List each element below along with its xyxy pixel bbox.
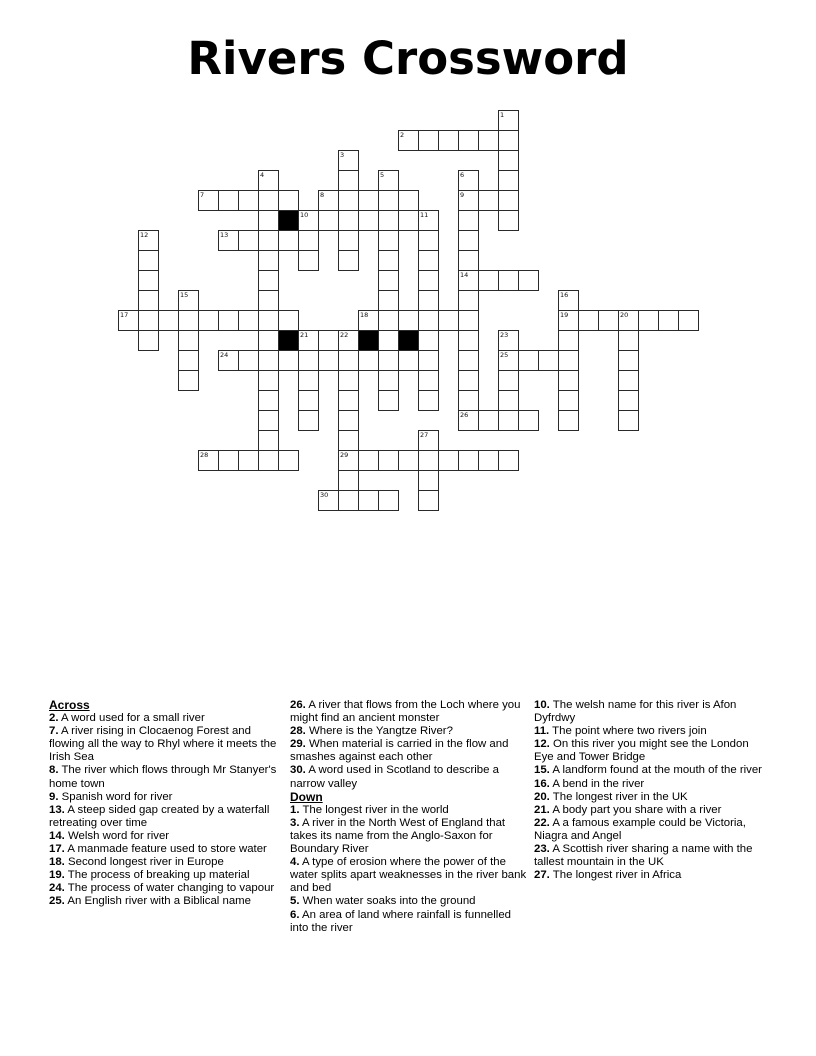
crossword-grid [118,110,699,511]
grid-cell[interactable] [458,350,479,371]
grid-cell-black [398,330,419,351]
grid-cell[interactable] [378,350,399,371]
grid-cell[interactable] [218,310,239,331]
grid-cell[interactable] [358,490,379,511]
cell-number: 2 [400,131,405,139]
grid-cell[interactable] [178,350,199,371]
grid-cell[interactable] [458,130,479,151]
cell-number: 12 [140,231,149,239]
grid-cell[interactable] [318,490,339,511]
grid-cell[interactable] [478,410,499,431]
grid-cell[interactable] [258,310,279,331]
grid-cell[interactable] [358,310,379,331]
grid-cell[interactable] [278,230,299,251]
grid-cell[interactable] [218,350,239,371]
grid-cell[interactable] [558,330,579,351]
grid-cell[interactable] [258,270,279,291]
grid-cell[interactable] [418,450,439,471]
cell-number: 30 [320,491,329,499]
clue-down-22: 22. A a famous example could be Victoria, Niagra and Angel [534,816,746,842]
grid-cell[interactable] [418,130,439,151]
clue-across-7: 7. A river rising in Clocaenog Forest and flowing all the way to Rhyl where it meets the Irish Sea [49,725,277,764]
clue-down-16: 16. A bend in the river [534,777,645,790]
cell-number: 16 [560,291,569,299]
clue-down-4: 4. A type of erosion where the power of the water splits apart weaknesses in the river bank and bed [290,856,527,895]
grid-cell[interactable] [158,310,179,331]
grid-cell[interactable] [458,310,479,331]
clue-across-30: 30. A word used in Scotland to describe a narrow valley [290,764,499,790]
grid-cell[interactable] [258,330,279,351]
grid-cell[interactable] [418,250,439,271]
grid-cell[interactable] [338,370,359,391]
grid-cell[interactable] [318,190,339,211]
grid-cell[interactable] [498,450,519,471]
grid-cell[interactable] [498,210,519,231]
grid-cell[interactable] [218,190,239,211]
grid-cell[interactable] [318,350,339,371]
grid-cell[interactable] [178,290,199,311]
grid-cell[interactable] [418,390,439,411]
cell-number: 13 [220,231,229,239]
grid-cell[interactable] [418,490,439,511]
grid-cell[interactable] [678,310,699,331]
page-title: Rivers Crossword [187,32,629,85]
grid-cell[interactable] [338,470,359,491]
grid-cell[interactable] [618,410,639,431]
grid-cell[interactable] [278,190,299,211]
grid-cell[interactable] [498,190,519,211]
grid-cell[interactable] [458,190,479,211]
grid-cell[interactable] [258,170,279,191]
grid-cell[interactable] [338,390,359,411]
grid-cell[interactable] [478,190,499,211]
grid-cell[interactable] [598,310,619,331]
clue-across-14: 14. Welsh word for river [49,829,170,842]
grid-cell[interactable] [418,470,439,491]
cell-number: 17 [120,311,129,319]
clue-down-20: 20. The longest river in the UK [534,790,688,803]
grid-cell[interactable] [298,210,319,231]
clue-across-24: 24. The process of water changing to vapour [49,882,275,895]
grid-cell[interactable] [218,230,239,251]
grid-cell[interactable] [118,310,139,331]
clue-across-19: 19. The process of breaking up material [49,869,250,882]
cell-number: 24 [220,351,229,359]
cell-number: 28 [200,451,209,459]
clue-across-13: 13. A steep sided gap created by a waterfall retreating over time [49,803,270,829]
grid-cell[interactable] [558,370,579,391]
clue-down-23: 23. A Scottish river sharing a name with the tallest mountain in the UK [534,843,753,869]
cell-number: 20 [620,311,629,319]
grid-cell[interactable] [238,310,259,331]
grid-cell[interactable] [378,170,399,191]
cell-number: 14 [460,271,469,279]
grid-cell[interactable] [138,330,159,351]
grid-cell[interactable] [298,350,319,371]
clue-down-5: 5. When water soaks into the ground [290,895,476,908]
grid-cell[interactable] [638,310,659,331]
grid-cell[interactable] [298,230,319,251]
clue-across-9: 9. Spanish word for river [49,790,173,803]
cell-number: 19 [560,311,569,319]
clue-down-6: 6. An area of land where rainfall is funnelled into the river [290,908,511,934]
grid-cell[interactable] [178,310,199,331]
grid-cell[interactable] [458,170,479,191]
grid-cell[interactable] [378,230,399,251]
clue-across-18: 18. Second longest river in Europe [49,856,224,869]
grid-cell[interactable] [258,390,279,411]
clue-down-3: 3. A river in the North West of England that takes its name from the Anglo-Saxon for Boundary River [290,816,506,856]
grid-cell[interactable] [458,410,479,431]
grid-cell[interactable] [138,230,159,251]
cell-number: 1 [500,111,505,119]
grid-cell[interactable] [618,310,639,331]
grid-cell[interactable] [378,270,399,291]
grid-cell[interactable] [258,370,279,391]
grid-cell[interactable] [518,270,539,291]
grid-cell[interactable] [658,310,679,331]
clue-down-1: 1. The longest river in the world [290,803,449,816]
clue-column-middle [290,699,532,935]
grid-cell[interactable] [418,430,439,451]
grid-cell[interactable] [378,250,399,271]
grid-cell[interactable] [198,190,219,211]
grid-cell[interactable] [378,390,399,411]
grid-cell[interactable] [318,330,339,351]
down-header: Down [290,789,323,804]
cell-number: 4 [260,171,265,179]
grid-cell[interactable] [358,210,379,231]
grid-cell[interactable] [258,450,279,471]
grid-cell[interactable] [618,330,639,351]
grid-cell[interactable] [518,350,539,371]
grid-cell[interactable] [138,250,159,271]
grid-cell[interactable] [478,130,499,151]
grid-cell[interactable] [378,190,399,211]
grid-cell[interactable] [338,170,359,191]
grid-cell[interactable] [418,330,439,351]
grid-cell[interactable] [238,230,259,251]
cell-number: 5 [380,171,385,179]
grid-cell[interactable] [358,350,379,371]
grid-cell[interactable] [498,370,519,391]
grid-cell[interactable] [238,450,259,471]
grid-cell[interactable] [418,350,439,371]
grid-cell[interactable] [278,350,299,371]
grid-cell[interactable] [418,230,439,251]
grid-cell[interactable] [558,390,579,411]
grid-cell[interactable] [558,410,579,431]
grid-cell[interactable] [338,490,359,511]
cell-number: 18 [360,311,369,319]
grid-cell[interactable] [618,370,639,391]
grid-cell-black [358,330,379,351]
cell-number: 26 [460,411,469,419]
grid-cell[interactable] [178,330,199,351]
grid-cell[interactable] [238,190,259,211]
grid-cell[interactable] [558,310,579,331]
grid-cell[interactable] [498,350,519,371]
grid-cell[interactable] [498,270,519,291]
grid-cell[interactable] [498,330,519,351]
grid-cell[interactable] [538,350,559,371]
grid-cell[interactable] [418,290,439,311]
grid-cell[interactable] [138,270,159,291]
grid-cell[interactable] [618,390,639,411]
grid-cell[interactable] [338,250,359,271]
grid-cell[interactable] [458,270,479,291]
cell-number: 10 [300,211,309,219]
cell-number: 29 [340,451,349,459]
grid-cell[interactable] [298,330,319,351]
grid-cell[interactable] [478,450,499,471]
grid-cell[interactable] [258,230,279,251]
grid-cell[interactable] [258,290,279,311]
grid-cell-black [278,210,299,231]
clue-across-28: 28. Where is the Yangtze River? [290,725,453,738]
grid-cell[interactable] [278,450,299,471]
grid-cell[interactable] [358,190,379,211]
grid-cell[interactable] [338,150,359,171]
grid-cell[interactable] [398,190,419,211]
grid-cell[interactable] [518,410,539,431]
grid-cell[interactable] [338,190,359,211]
grid-cell[interactable] [458,230,479,251]
cell-number: 6 [460,171,465,179]
cell-number: 15 [180,291,189,299]
grid-cell[interactable] [498,410,519,431]
grid-cell[interactable] [458,290,479,311]
grid-cell[interactable] [378,290,399,311]
grid-cell[interactable] [138,310,159,331]
cell-number: 25 [500,351,509,359]
grid-cell[interactable] [338,330,359,351]
grid-cell[interactable] [458,210,479,231]
grid-cell[interactable] [218,450,239,471]
grid-cell[interactable] [498,110,519,131]
grid-cell[interactable] [338,210,359,231]
cell-number: 22 [340,331,349,339]
clue-down-12: 12. On this river you might see the London Eye and Tower Bridge [534,738,749,764]
grid-cell[interactable] [398,210,419,231]
clue-column-across [49,699,282,909]
cell-number: 9 [460,191,465,199]
grid-cell[interactable] [438,310,459,331]
grid-cell[interactable] [238,350,259,371]
grid-cell[interactable] [398,130,419,151]
grid-cell[interactable] [458,330,479,351]
grid-cell[interactable] [398,450,419,471]
grid-cell[interactable] [178,370,199,391]
grid-cell[interactable] [438,450,459,471]
cell-number: 3 [340,151,345,159]
grid-cell[interactable] [498,130,519,151]
grid-cell-black [278,330,299,351]
cell-number: 11 [420,211,429,219]
grid-cell[interactable] [278,310,299,331]
grid-cell[interactable] [298,390,319,411]
grid-cell[interactable] [198,310,219,331]
grid-cell[interactable] [378,210,399,231]
grid-cell[interactable] [478,270,499,291]
cell-number: 8 [320,191,325,199]
grid-cell[interactable] [338,450,359,471]
clue-across-8: 8. The river which flows through Mr Stanyer's home town [49,764,277,790]
grid-cell[interactable] [378,330,399,351]
grid-cell[interactable] [258,250,279,271]
grid-cell[interactable] [298,250,319,271]
grid-cell[interactable] [498,170,519,191]
grid-cell[interactable] [498,390,519,411]
grid-cell[interactable] [418,210,439,231]
clue-down-10: 10. The welsh name for this river is Afon Dyfrdwy [534,699,737,725]
grid-cell[interactable] [458,250,479,271]
grid-cell[interactable] [298,410,319,431]
clue-down-15: 15. A landform found at the mouth of the river [534,764,762,777]
clue-down-11: 11. The point where two rivers join [534,725,707,738]
grid-cell[interactable] [198,450,219,471]
grid-cell[interactable] [378,490,399,511]
cell-number: 7 [200,191,205,199]
grid-cell[interactable] [338,410,359,431]
across-header: Across [49,698,90,712]
grid-cell[interactable] [418,310,439,331]
clue-across-29: 29. When material is carried in the flow and smashes against each other [290,738,509,764]
grid-cell[interactable] [258,350,279,371]
grid-cell[interactable] [258,210,279,231]
grid-cell[interactable] [418,370,439,391]
cell-number: 21 [300,331,309,339]
grid-cell[interactable] [558,290,579,311]
grid-cell[interactable] [258,410,279,431]
clue-across-2: 2. A word used for a small river [49,712,205,725]
cell-number: 23 [500,331,509,339]
grid-cell[interactable] [418,270,439,291]
grid-cell[interactable] [258,190,279,211]
grid-cell[interactable] [378,450,399,471]
clue-across-17: 17. A manmade feature used to store water [49,843,267,856]
grid-cell[interactable] [558,350,579,371]
clue-across-25: 25. An English river with a Biblical name [49,895,251,908]
grid-cell[interactable] [258,430,279,451]
grid-cell[interactable] [618,350,639,371]
grid-cell[interactable] [338,430,359,451]
grid-cell[interactable] [458,450,479,471]
grid-cell[interactable] [578,310,599,331]
clue-down-27: 27. The longest river in Africa [534,869,682,882]
grid-cell[interactable] [398,350,419,371]
cell-number: 27 [420,431,429,439]
clue-down-21: 21. A body part you share with a river [534,803,722,816]
grid-cell[interactable] [338,230,359,251]
grid-cell[interactable] [298,370,319,391]
grid-cell[interactable] [458,370,479,391]
grid-cell[interactable] [458,390,479,411]
grid-cell[interactable] [338,350,359,371]
grid-cell[interactable] [438,130,459,151]
grid-cell[interactable] [498,150,519,171]
grid-cell[interactable] [318,210,339,231]
grid-cell[interactable] [378,370,399,391]
clue-across-26: 26. A river that flows from the Loch where you might find an ancient monster [290,699,521,725]
clue-column-down [534,699,770,882]
grid-cell[interactable] [378,310,399,331]
grid-cell[interactable] [358,450,379,471]
grid-cell[interactable] [398,310,419,331]
grid-cell[interactable] [138,290,159,311]
